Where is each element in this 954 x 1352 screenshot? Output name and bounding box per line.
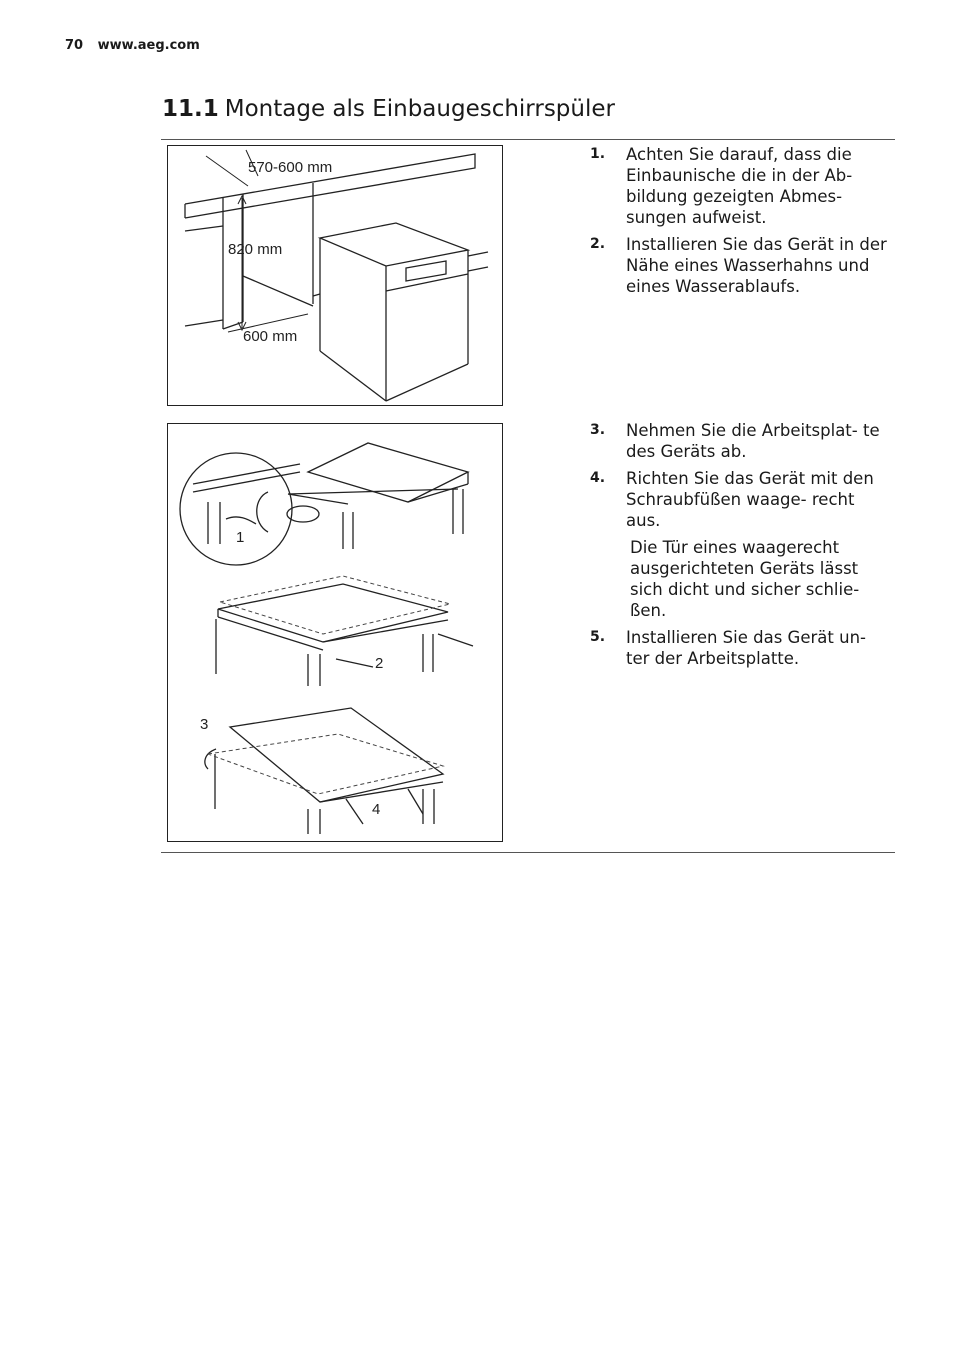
- step-note: Die Tür eines waagerecht ausgerichteten Geräts lässt sich dicht und sicher schlie- ßen.: [630, 538, 860, 620]
- step-number: 2.: [590, 236, 606, 252]
- width-label: 570-600 mm: [248, 159, 333, 176]
- steps-list-1: [590, 144, 890, 303]
- step-text: Richten Sie das Gerät mit den Schraubfüßen waage- recht aus.: [626, 469, 874, 530]
- step-label-3: 3: [200, 716, 209, 733]
- step-label-1: 1: [236, 529, 245, 546]
- section-number: 11.1: [162, 96, 219, 122]
- step-number: 5.: [590, 629, 606, 645]
- top-rule: [161, 139, 895, 140]
- step-item: [590, 420, 890, 462]
- page-number: 70: [65, 38, 84, 53]
- step-item: [590, 144, 890, 228]
- website-url[interactable]: www.aeg.com: [97, 38, 200, 53]
- step-item: [590, 627, 890, 669]
- step-number: 1.: [590, 146, 606, 162]
- niche-dimensions-figure: [167, 145, 503, 406]
- step-label-2: 2: [375, 655, 384, 672]
- step-label-4: 4: [372, 801, 381, 818]
- step-text: Nehmen Sie die Arbeitsplat- te des Geräts ab.: [626, 421, 880, 461]
- height-label: 820 mm: [228, 241, 283, 258]
- step-text: Installieren Sie das Gerät un- ter der Arbeitsplatte.: [626, 628, 866, 668]
- section-title-text: Montage als Einbaugeschirrspüler: [224, 96, 615, 122]
- page-header: [65, 38, 200, 53]
- step-item: [590, 234, 890, 297]
- leveling-figure: [167, 423, 503, 842]
- section-title: [162, 96, 615, 122]
- step-text: Achten Sie darauf, dass die Einbaunische die in der Ab- bildung gezeigten Abmes- sungen aufweist.: [626, 145, 853, 227]
- leveling-drawing: [168, 424, 502, 841]
- niche-dimensions-drawing: [168, 146, 502, 405]
- step-text: Installieren Sie das Gerät in der Nähe eines Wasserhahns und eines Wasserablaufs.: [626, 235, 887, 296]
- depth-label: 600 mm: [243, 328, 298, 345]
- bottom-rule: [161, 852, 895, 853]
- step-number: 3.: [590, 422, 606, 438]
- steps-list-2: [590, 420, 890, 675]
- step-item: [590, 468, 890, 531]
- step-number: 4.: [590, 470, 606, 486]
